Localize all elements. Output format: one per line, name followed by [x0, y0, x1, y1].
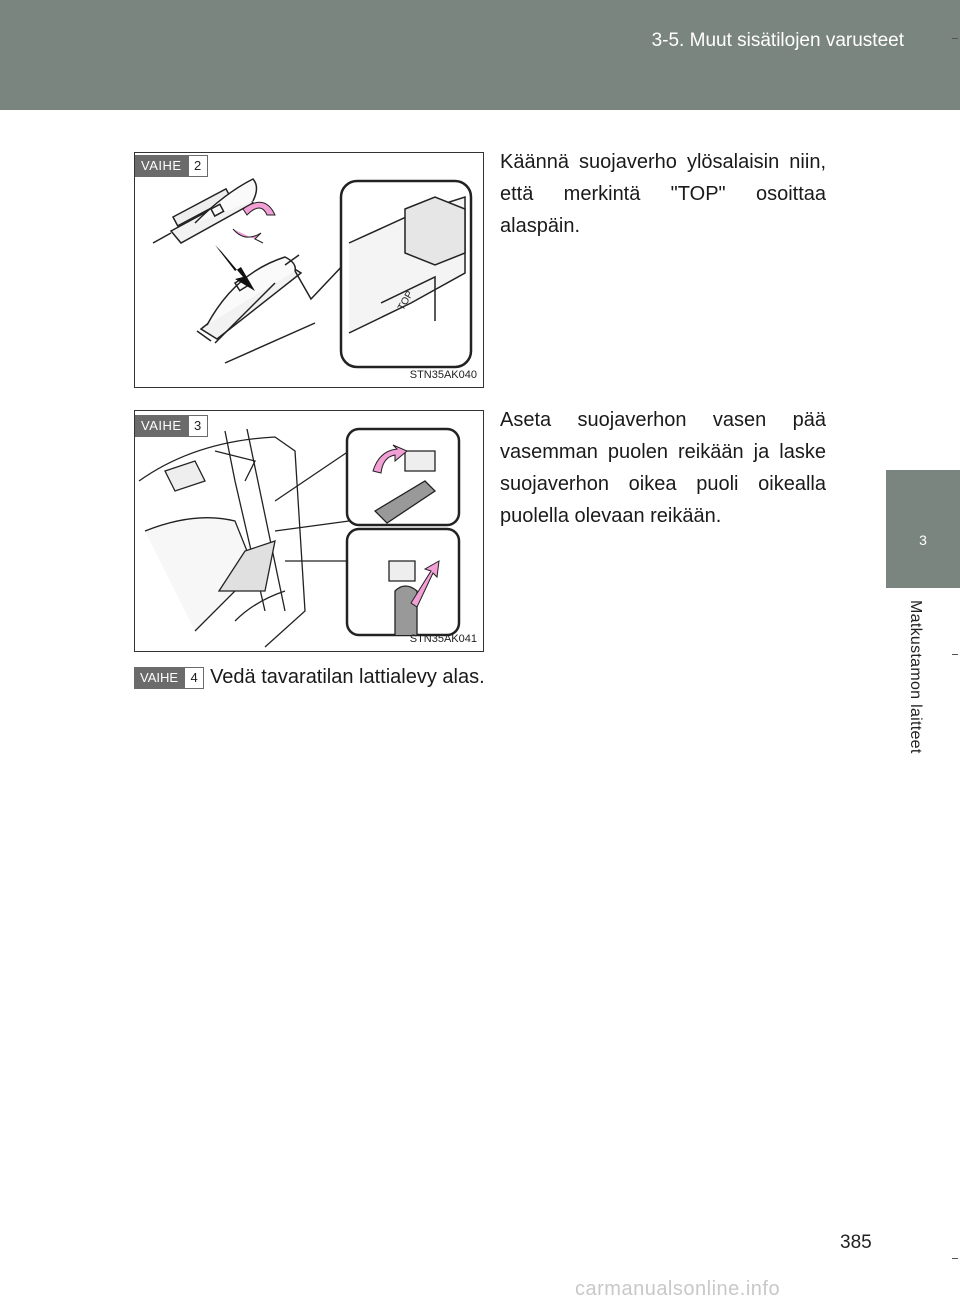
figure-step-3 — [134, 410, 484, 652]
section-title: 3-5. Muut sisätilojen varusteet — [651, 30, 904, 51]
step-badge: VAIHE 2 — [135, 155, 208, 177]
page-header — [0, 0, 960, 110]
chapter-label: Matkustamon laitteet — [907, 600, 924, 754]
tonneau-cover-flip-illustration — [135, 153, 483, 387]
crop-mark — [952, 654, 958, 655]
chapter-tab — [886, 470, 960, 588]
watermark: carmanualsonline.info — [575, 1278, 781, 1300]
crop-mark — [952, 38, 958, 39]
figure-code: STN35AK040 — [409, 369, 477, 381]
step-4 — [134, 666, 485, 689]
step-2-text: Käännä suojaverho ylösalaisin niin, että merkintä "TOP" osoittaa alaspäin. — [500, 151, 826, 237]
page-number: 385 — [840, 1232, 872, 1253]
top-mark: TOP — [396, 289, 416, 313]
step-badge: VAIHE 4 — [134, 667, 204, 689]
step-4-text: Vedä tavaratilan lattialevy alas. — [210, 666, 485, 688]
step-3-text: Aseta suojaverhon vasen pää vasemman puolen reikään ja laske suojaverhon oikea puoli oikealla puolella olevaan reikään. — [500, 409, 826, 527]
step-badge: VAIHE 3 — [135, 415, 208, 437]
crop-mark — [952, 1258, 958, 1259]
figure-code: STN35AK041 — [409, 633, 477, 645]
chapter-number: 3 — [919, 532, 927, 548]
figure-step-2 — [134, 152, 484, 388]
cargo-area-install-illustration — [135, 411, 483, 651]
